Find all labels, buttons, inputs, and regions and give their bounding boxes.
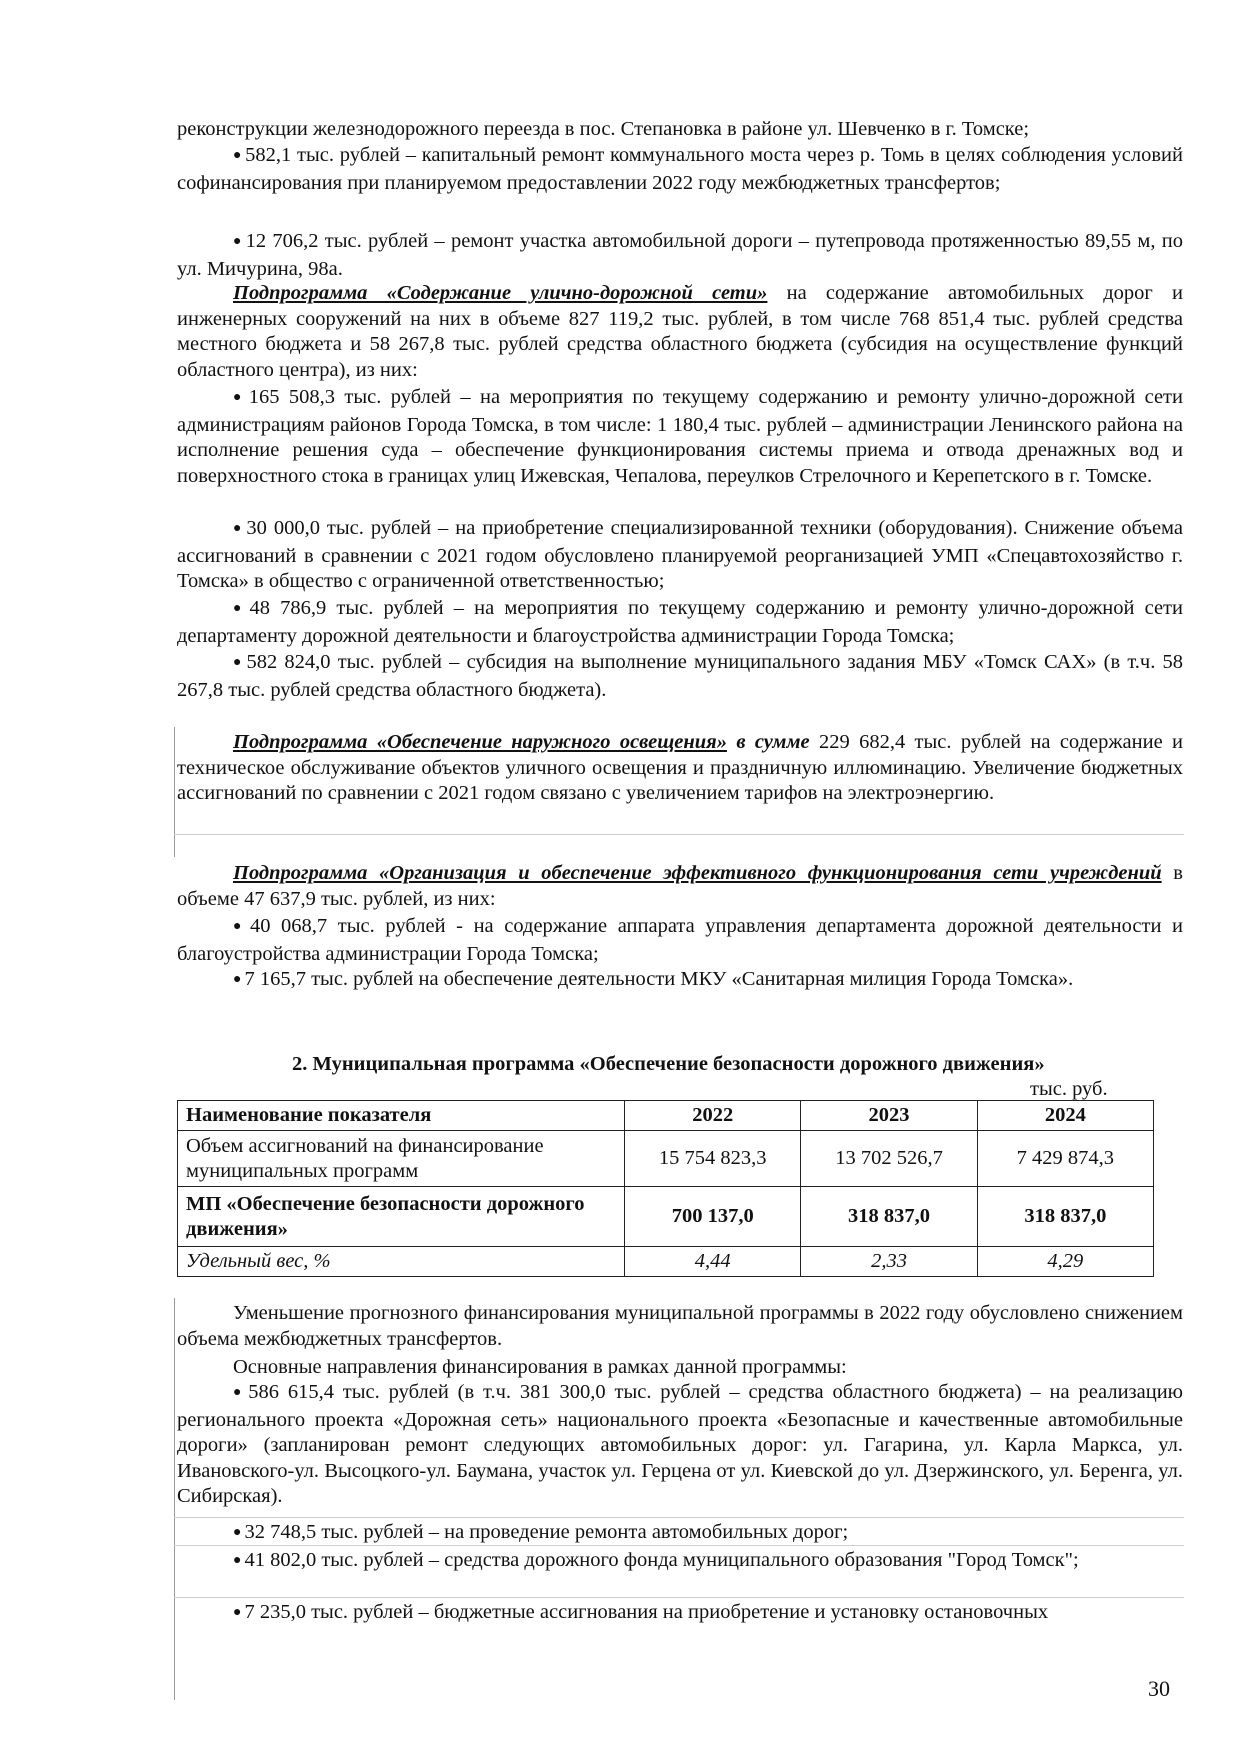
edit-divider (174, 834, 1184, 835)
units-label: тыс. руб. (1030, 1078, 1108, 1100)
bullet-item (177, 1600, 1183, 1628)
edit-margin-line (174, 1298, 175, 1700)
paragraph (177, 1355, 1183, 1381)
bullet-text: 586 615,4 тыс. рублей (в т.ч. 381 300,0 тыс. рублей – средства областного бюджета) – на реализацию регионального проекта «Дорожная сеть» национального проекта «Безопасные и качественные автомобильные дороги» (запланирован ремонт следующих автомобильных дорог: ул. Гагарина, ул. Карла Маркса, ул. Ивановского-ул. Высоцкого-ул. Баумана, участок ул. Герцена от ул. Киевской до ул. Дзержинского, ул. Беренга, ул. Сибирская). (177, 1381, 1183, 1508)
bullet-item (177, 967, 1183, 995)
table-row (178, 1131, 1154, 1187)
page-number: 30 (1148, 1676, 1170, 1701)
bullet-icon: ● (233, 1525, 242, 1540)
table-header-cell: 2023 (801, 1101, 977, 1131)
bullet-icon: ● (233, 1385, 246, 1400)
subprogram-title: Подпрограмма «Содержание улично-дорожной сети» (233, 282, 768, 304)
bullet-item (177, 1380, 1183, 1510)
emphasis-text: в сумме (726, 731, 810, 753)
paragraph-text: Основные направления финансирования в рамках данной программы: (233, 1356, 847, 1378)
bullet-text: 7 165,7 тыс. рублей на обеспечение деятельности МКУ «Санитарная милиция Города Томска». (244, 968, 1074, 990)
bullet-item (177, 516, 1183, 595)
bullet-icon: ● (233, 234, 243, 249)
table-header-cell: Наименование показателя (178, 1101, 625, 1131)
bullet-item (177, 143, 1183, 196)
paragraph-text: на содержание автомобильных дорог и инженерных сооружений на них в объеме 827 119,2 тыс. рублей, в том числе 768 851,4 тыс. рублей средства местного бюджета и 58 267,8 тыс. рублей средства областного бюджета (субсидия на осуществление функций областного центра), из них: (177, 282, 1183, 381)
table-cell: 700 137,0 (625, 1187, 801, 1247)
paragraph-text: реконструкции железнодорожного переезда в пос. Степановка в районе ул. Шевченко в г. Томске; (177, 118, 1030, 140)
table-cell: 2,33 (801, 1247, 977, 1277)
bullet-text: 582,1 тыс. рублей – капитальный ремонт коммунального моста через р. Томь в целях соблюдения условий софинансирования при планируемом предоставлении 2022 году межбюджетных трансфертов; (177, 144, 1183, 194)
bullet-icon: ● (233, 148, 243, 163)
bullet-icon: ● (233, 390, 246, 405)
bullet-item (177, 914, 1183, 967)
bullet-text: 41 802,0 тыс. рублей – средства дорожного фонда муниципального образования "Город Томск"; (244, 1549, 1079, 1571)
table-cell: 15 754 823,3 (625, 1131, 801, 1187)
bullet-icon: ● (233, 972, 242, 987)
subprogram-paragraph (177, 861, 1183, 912)
table-cell: 4,44 (625, 1247, 801, 1277)
bullet-text: 582 824,0 тыс. рублей – субсидия на выполнение муниципального задания МБУ «Томск САХ» (в т.ч. 58 267,8 тыс. рублей средства областного бюджета). (177, 651, 1183, 701)
paragraph-text: 229 682,4 тыс. рублей на содержание и техническое обслуживание объектов уличного освещения и праздничную иллюминацию. Увеличение бюджетных ассигнований по сравнении с 2021 годом связано с увеличением тарифов на электроэнергию. (177, 731, 1184, 805)
paragraph (177, 117, 1183, 143)
table-cell: Удельный вес, % (178, 1247, 625, 1277)
table-cell: 318 837,0 (801, 1187, 977, 1247)
table-row (178, 1247, 1154, 1277)
bullet-item (177, 1520, 1183, 1548)
bullet-icon: ● (233, 601, 247, 616)
bullet-item (177, 385, 1183, 489)
bullet-text: 48 786,9 тыс. рублей – на мероприятия по текущему содержанию и ремонту улично-дорожной сети департаменту дорожной деятельности и благоустройства администрации Города Томска; (177, 597, 1183, 647)
indicators-table (177, 1100, 1154, 1277)
paragraph-text: Уменьшение прогнозного финансирования муниципальной программы в 2022 году обусловлено снижением объема межбюджетных трансфертов. (177, 1302, 1183, 1350)
bullet-text: 165 508,3 тыс. рублей – на мероприятия по текущему содержанию и ремонту улично-дорожной сети администрациям районов Города Томска, в том числе: 1 180,4 тыс. рублей – администрации Ленинского района на исполнение решения суда – обеспечение функционирования системы приема и отвода дренажных вод и поверхностного стока в границах улиц Ижевская, Чепалова, переулков Стрелочного и Керепетского в г. Томске. (177, 386, 1183, 487)
paragraph (177, 1301, 1183, 1352)
table-cell: 7 429 874,3 (977, 1131, 1153, 1187)
table-cell: МП «Обеспечение безопасности дорожного движения» (178, 1187, 625, 1247)
paragraph-text: в объеме 47 637,9 тыс. рублей, из них: (177, 862, 1183, 910)
subprogram-paragraph (177, 281, 1183, 383)
bullet-text: 30 000,0 тыс. рублей – на приобретение специализированной техники (оборудования). Снижение объема ассигнований в сравнении с 2021 годом обусловлено планируемой реорганизацией УМП «Спецавтохозяйство г. Томска» в общество с ограниченной ответственностью; (177, 517, 1183, 593)
subprogram-paragraph (177, 730, 1183, 807)
table-cell: Объем ассигнований на финансирование муниципальных программ (178, 1131, 625, 1187)
section-title: 2. Муниципальная программа «Обеспечение безопасности дорожного движения» (292, 1053, 1045, 1075)
bullet-text: 7 235,0 тыс. рублей – бюджетные ассигнования на приобретение и установку остановочных (244, 1601, 1049, 1623)
subprogram-title: Подпрограмма «Обеспечение наружного освещения» (233, 731, 727, 753)
bullet-text: 40 068,7 тыс. рублей - на содержание аппарата управления департамента дорожной деятельности и благоустройства администрации Города Томска; (177, 915, 1183, 965)
bullet-icon: ● (233, 1553, 242, 1568)
table-header-row (178, 1101, 1154, 1131)
bullet-item (177, 229, 1183, 282)
edit-divider (174, 1517, 1184, 1518)
bullet-item (177, 650, 1183, 703)
table-row (178, 1187, 1154, 1247)
bullet-text: 12 706,2 тыс. рублей – ремонт участка автомобильной дороги – путепровода протяженностью 89,55 м, по ул. Мичурина, 98а. (177, 230, 1183, 280)
bullet-icon: ● (233, 521, 244, 536)
bullet-icon: ● (233, 655, 244, 670)
edit-divider (174, 1597, 1184, 1598)
bullet-icon: ● (233, 919, 247, 934)
bullet-icon: ● (233, 1605, 242, 1620)
bullet-item (177, 596, 1183, 649)
table-header-cell: 2022 (625, 1101, 801, 1131)
table-cell: 13 702 526,7 (801, 1131, 977, 1187)
bullet-text: 32 748,5 тыс. рублей – на проведение ремонта автомобильных дорог; (244, 1521, 849, 1543)
table-header-cell: 2024 (977, 1101, 1153, 1131)
table-cell: 318 837,0 (977, 1187, 1153, 1247)
bullet-item (177, 1548, 1183, 1576)
subprogram-title: Подпрограмма «Организация и обеспечение эффективного функционирования сети учреждений (233, 862, 1162, 884)
table-cell: 4,29 (977, 1247, 1153, 1277)
edit-margin-line (174, 727, 175, 857)
